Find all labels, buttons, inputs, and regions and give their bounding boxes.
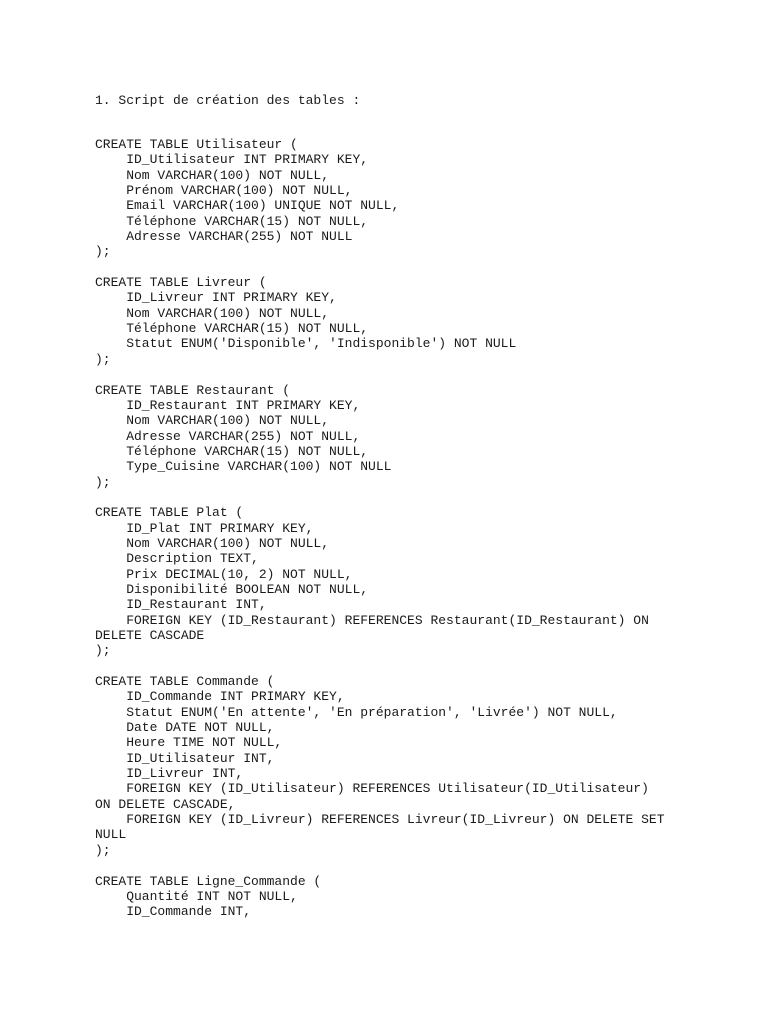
code-line: Prix DECIMAL(10, 2) NOT NULL, — [95, 566, 353, 582]
document-page — [95, 92, 715, 920]
code-line: Description TEXT, — [95, 551, 259, 567]
code-line: ID_Utilisateur INT PRIMARY KEY, — [95, 152, 369, 168]
code-line: Nom VARCHAR(100) NOT NULL, — [95, 167, 330, 183]
code-line: CREATE TABLE Plat ( — [95, 505, 244, 521]
code-line: ID_Plat INT PRIMARY KEY, — [95, 520, 314, 536]
code-line: ON DELETE CASCADE, — [95, 796, 236, 812]
code-line — [95, 659, 715, 674]
code-line: FOREIGN KEY (ID_Restaurant) REFERENCES Restaurant(ID_Restaurant) ON — [95, 612, 649, 628]
code-line: Statut ENUM('Disponible', 'Indisponible') NOT NULL — [95, 336, 517, 352]
code-line: Adresse VARCHAR(255) NOT NULL — [95, 229, 353, 245]
code-line: ID_Commande INT PRIMARY KEY, — [95, 689, 345, 705]
code-line: Heure TIME NOT NULL, — [95, 735, 283, 751]
code-line: Téléphone VARCHAR(15) NOT NULL, — [95, 443, 369, 459]
code-line: CREATE TABLE Ligne_Commande ( — [95, 873, 322, 889]
code-line: Type_Cuisine VARCHAR(100) NOT NULL — [95, 459, 392, 475]
code-line — [95, 858, 715, 873]
code-line: ); — [95, 643, 111, 659]
code-line: Quantité INT NOT NULL, — [95, 888, 298, 904]
code-line: ); — [95, 244, 111, 260]
code-line: CREATE TABLE Utilisateur ( — [95, 137, 298, 152]
code-line — [95, 260, 715, 275]
code-line — [95, 367, 715, 382]
sql-code-block — [95, 137, 715, 920]
code-line: Statut ENUM('En attente', 'En préparation', 'Livrée') NOT NULL, — [95, 704, 618, 720]
code-line: ID_Restaurant INT, — [95, 597, 267, 613]
code-line: FOREIGN KEY (ID_Utilisateur) REFERENCES Utilisateur(ID_Utilisateur) — [95, 781, 649, 797]
code-line: Nom VARCHAR(100) NOT NULL, — [95, 535, 330, 551]
code-line: Téléphone VARCHAR(15) NOT NULL, — [95, 213, 369, 229]
code-line: Email VARCHAR(100) UNIQUE NOT NULL, — [95, 198, 400, 214]
code-line: Nom VARCHAR(100) NOT NULL, — [95, 413, 330, 429]
code-line: Téléphone VARCHAR(15) NOT NULL, — [95, 321, 369, 337]
code-line: CREATE TABLE Livreur ( — [95, 275, 267, 291]
code-line: ID_Restaurant INT PRIMARY KEY, — [95, 397, 361, 413]
code-line: NULL — [95, 827, 127, 843]
code-line: ID_Livreur INT, — [95, 766, 244, 782]
code-line: Nom VARCHAR(100) NOT NULL, — [95, 305, 330, 321]
code-line: ); — [95, 474, 111, 490]
code-line: ID_Utilisateur INT, — [95, 750, 275, 766]
code-line: CREATE TABLE Restaurant ( — [95, 382, 291, 398]
code-line: DELETE CASCADE — [95, 628, 205, 643]
code-line: FOREIGN KEY (ID_Livreur) REFERENCES Livreur(ID_Livreur) ON DELETE SET — [95, 812, 665, 828]
code-line: Adresse VARCHAR(255) NOT NULL, — [95, 428, 361, 444]
code-line — [95, 490, 715, 505]
code-line: ); — [95, 351, 111, 367]
code-line: ID_Commande INT, — [95, 904, 252, 920]
code-line: ID_Livreur INT PRIMARY KEY, — [95, 290, 337, 306]
code-line: Prénom VARCHAR(100) NOT NULL, — [95, 183, 353, 199]
section-heading: 1. Script de création des tables : — [95, 93, 361, 108]
code-line: CREATE TABLE Commande ( — [95, 674, 275, 690]
code-line: Disponibilité BOOLEAN NOT NULL, — [95, 581, 369, 597]
code-line: Date DATE NOT NULL, — [95, 720, 275, 736]
code-line: ); — [95, 842, 111, 858]
